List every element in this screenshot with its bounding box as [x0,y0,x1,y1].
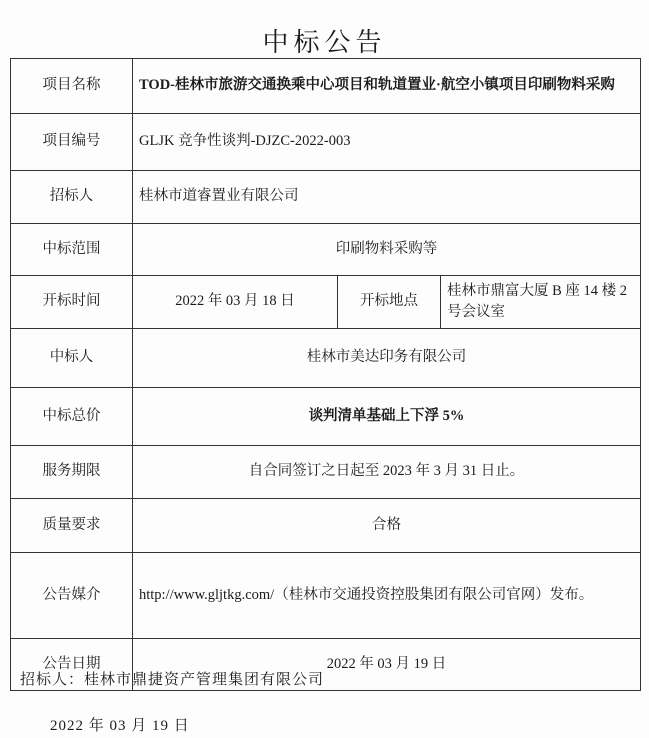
table-row [11,329,641,388]
project-name-value: TOD-桂林市旅游交通换乘中心项目和轨道置业·航空小镇项目印刷物料采购 [133,59,641,114]
announcement-media-label: 公告媒介 [11,553,133,639]
tenderer-value: 桂林市道睿置业有限公司 [133,171,641,224]
project-number-value: GLJK 竞争性谈判-DJZC-2022-003 [133,114,641,171]
announcement-media-value: http://www.gljtkg.com/（桂林市交通投资控股集团有限公司官网）发布。 [133,553,641,639]
table-row [11,276,641,329]
table-row [11,224,641,276]
winning-total-price-label: 中标总价 [11,388,133,446]
page-title: 中标公告 [262,28,387,57]
winning-total-price-value: 谈判清单基础上下浮 5% [133,388,641,446]
announcement-date-label: 公告日期 [11,639,133,691]
table-row [11,553,641,639]
footer-date-line: 2022 年 03 月 19 日 [50,718,190,734]
announcement-date-value: 2022 年 03 月 19 日 [133,639,641,691]
table-row [11,171,641,224]
quality-requirement-label: 质量要求 [11,499,133,553]
service-period-label: 服务期限 [11,446,133,499]
tenderer-label: 招标人 [11,171,133,224]
winning-bidder-label: 中标人 [11,329,133,388]
bid-opening-time-label: 开标时间 [11,276,133,329]
table-row [11,499,641,553]
footer-tenderer-line: 招标人：桂林市鼎捷资产管理集团有限公司 [20,672,325,688]
table-row [11,446,641,499]
winning-bidder-value: 桂林市美达印务有限公司 [133,329,641,388]
table-row [11,388,641,446]
bid-announcement-table [10,58,641,691]
bid-scope-value: 印刷物料采购等 [133,224,641,276]
bid-opening-place-value: 桂林市鼎富大厦 B 座 14 楼 2 号会议室 [441,276,641,329]
bid-scope-label: 中标范围 [11,224,133,276]
service-period-value: 自合同签订之日起至 2023 年 3 月 31 日止。 [133,446,641,499]
project-name-label: 项目名称 [11,59,133,114]
project-number-label: 项目编号 [11,114,133,171]
bid-opening-place-label: 开标地点 [338,276,441,329]
table-row [11,59,641,114]
quality-requirement-value: 合格 [133,499,641,553]
bid-opening-time-value: 2022 年 03 月 18 日 [133,276,338,329]
table-row [11,114,641,171]
